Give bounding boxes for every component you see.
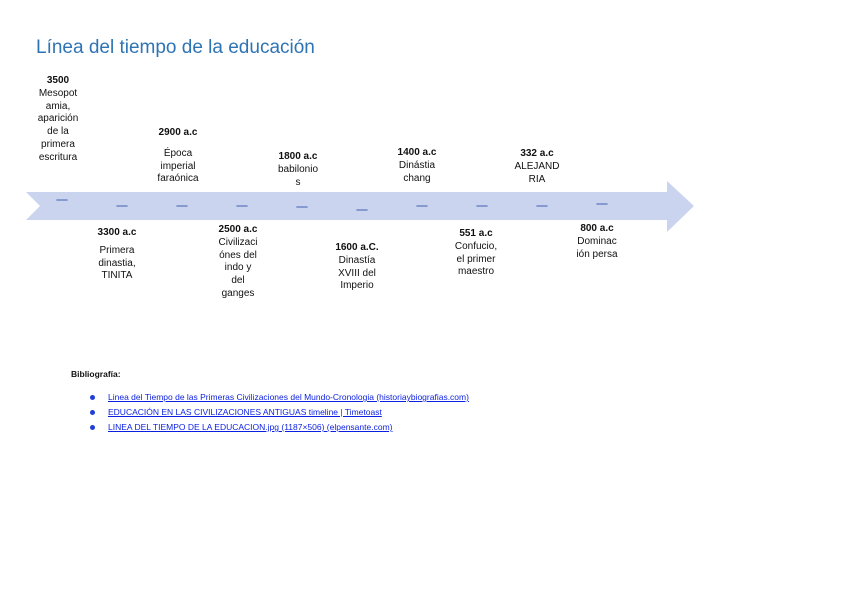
event-desc: babilonio bbox=[277, 163, 319, 175]
bibliography-list bbox=[90, 392, 469, 437]
bullet-icon bbox=[90, 425, 95, 430]
bibliography-link-1[interactable]: Linea del Tiempo de las Primeras Civilizaciones del Mundo-Cronologia (historiaybiografias.com) bbox=[108, 392, 469, 402]
event-desc: Primera bbox=[99, 244, 135, 256]
event-desc: imperial bbox=[160, 160, 196, 172]
event-desc: amia, bbox=[45, 100, 71, 112]
event-desc: ónes del bbox=[219, 249, 257, 261]
event-desc: Dominac bbox=[577, 235, 617, 247]
event-desc: Mesopot bbox=[38, 87, 78, 99]
bullet-icon bbox=[90, 410, 95, 415]
event-desc: aparición bbox=[37, 113, 79, 125]
page-title: Línea del tiempo de la educación bbox=[36, 37, 315, 58]
bibliography-heading: Bibliografía: bbox=[71, 369, 121, 379]
timeline-event-551 bbox=[447, 228, 505, 279]
timeline-event-1800 bbox=[270, 151, 326, 189]
event-desc: TINITA bbox=[101, 270, 133, 282]
event-desc: Civilizaci bbox=[218, 236, 258, 248]
event-desc: indo y bbox=[224, 262, 252, 274]
event-date: 3500 bbox=[46, 75, 70, 86]
event-date: 551 a.c bbox=[459, 228, 493, 239]
event-date: 1400 a.c bbox=[397, 147, 437, 158]
event-date: 2500 a.c bbox=[218, 224, 258, 235]
event-desc: chang bbox=[403, 172, 431, 184]
event-desc: Dinastía bbox=[338, 254, 376, 266]
event-desc: RIA bbox=[528, 173, 546, 185]
list-item bbox=[90, 407, 469, 422]
timeline-event-2500 bbox=[210, 224, 266, 301]
timeline-event-800 bbox=[568, 223, 626, 261]
event-date: 3300 a.c bbox=[97, 227, 137, 238]
event-desc: Imperio bbox=[340, 280, 374, 292]
event-desc: ganges bbox=[221, 287, 255, 299]
event-desc: maestro bbox=[457, 266, 495, 278]
event-date: 1800 a.c bbox=[278, 151, 318, 162]
event-date: 332 a.c bbox=[520, 148, 554, 159]
event-desc: XVIII del bbox=[338, 267, 376, 279]
event-desc: Dinástia bbox=[398, 159, 436, 171]
timeline-event-1400 bbox=[389, 147, 445, 185]
timeline-event-3500 bbox=[30, 75, 86, 165]
bibliography-link-3[interactable]: LINEA DEL TIEMPO DE LA EDUCACION.jpg (1187×506) (elpensante.com) bbox=[108, 422, 393, 432]
event-desc: el primer bbox=[456, 253, 496, 265]
timeline-event-332 bbox=[509, 148, 565, 186]
timeline-event-2900 bbox=[148, 127, 208, 186]
event-date: 800 a.c bbox=[580, 223, 614, 234]
event-desc: ión persa bbox=[576, 248, 618, 260]
event-desc: s bbox=[295, 176, 301, 188]
list-item bbox=[90, 422, 469, 437]
timeline-event-3300 bbox=[88, 227, 146, 283]
event-date: 1600 a.C. bbox=[335, 242, 379, 253]
event-desc: de la bbox=[47, 126, 69, 138]
event-desc: escritura bbox=[38, 151, 78, 163]
event-desc: ALEJAND bbox=[514, 160, 560, 172]
event-desc: primera bbox=[41, 138, 75, 150]
event-desc: Confucio, bbox=[454, 240, 498, 252]
timeline-event-1600 bbox=[328, 242, 386, 293]
event-desc: dinastia, bbox=[98, 257, 136, 269]
list-item bbox=[90, 392, 469, 407]
bullet-icon bbox=[90, 395, 95, 400]
event-desc: Época bbox=[163, 147, 193, 159]
event-desc: del bbox=[231, 275, 245, 287]
event-date: 2900 a.c bbox=[158, 127, 198, 138]
event-desc: faraónica bbox=[157, 173, 199, 185]
bibliography-link-2[interactable]: EDUCACIÓN EN LAS CIVILIZACIONES ANTIGUAS timeline | Timetoast bbox=[108, 407, 382, 417]
